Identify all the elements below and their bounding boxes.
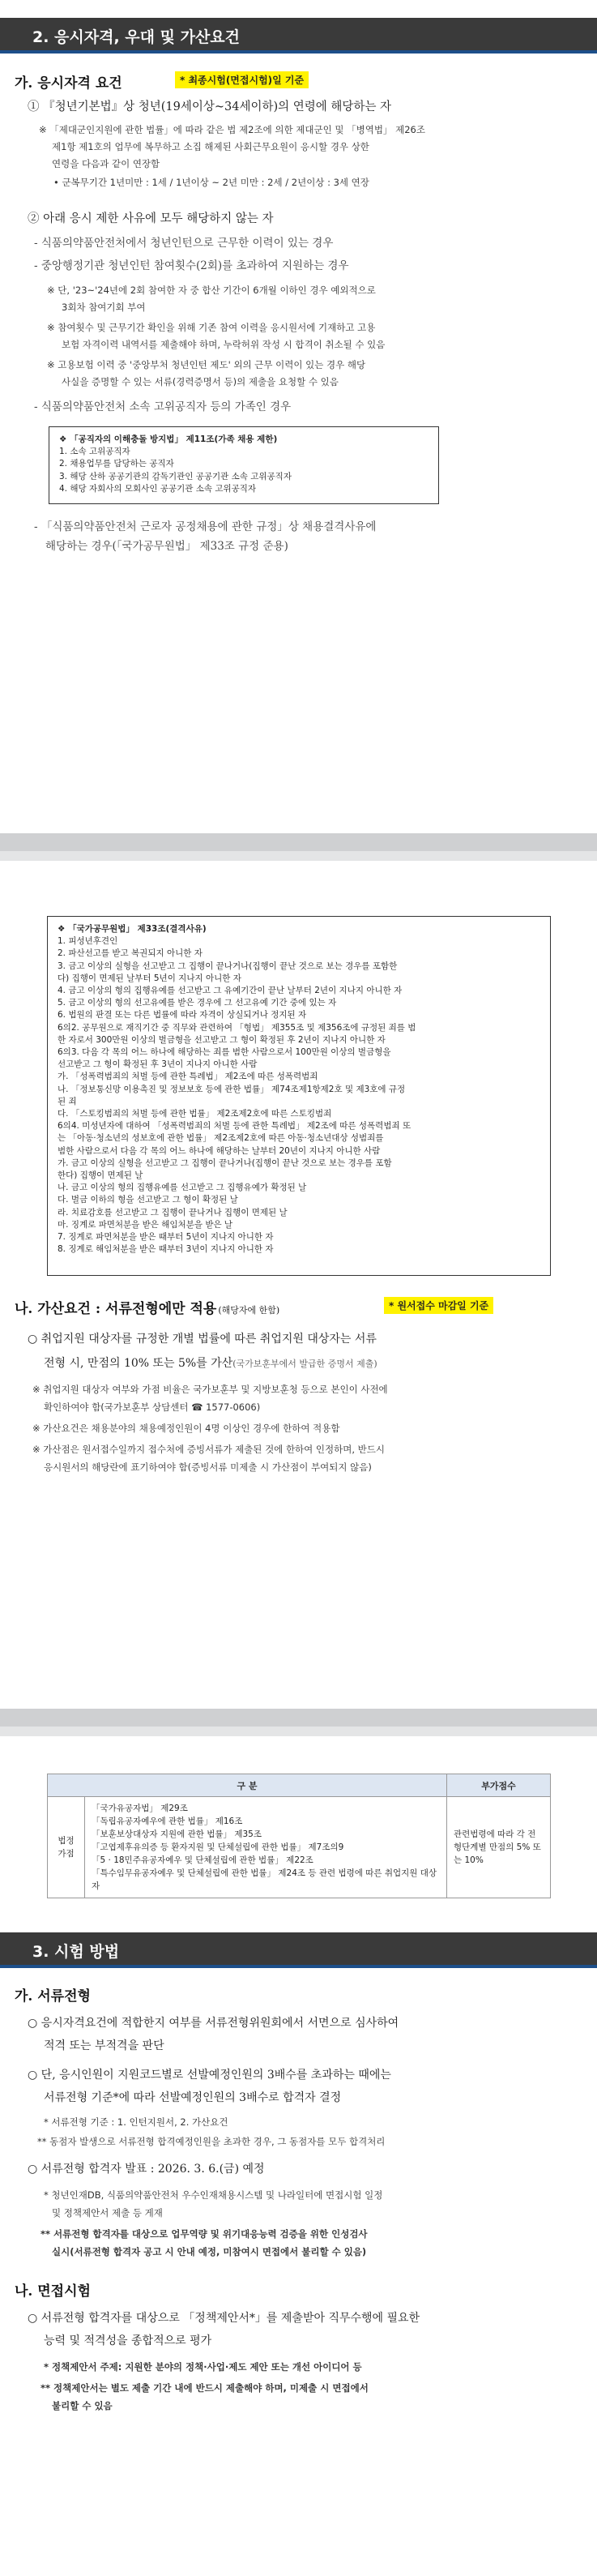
bonus-heading-note: (해당자에 한함) [218,1305,280,1316]
participation-note-2b: 보험 자격이력 내역서를 제출해야 하며, 누락허위 작성 시 합격이 취소될 수 있음 [62,339,386,350]
interview-submit-note-a: ** 정책제안서는 별도 제출 기간 내에 반드시 제출해야 하며, 미제출 시 면접에서 [41,2382,369,2394]
civil-box-item: 4. 금고 이상의 형의 집행유예를 선고받고 그 유예기간이 끝난 날부터 2년이 지나지 아니한 자 [58,986,403,996]
family-box-item: 2. 채용업무를 담당하는 공직자 [59,459,174,469]
restriction-family: - 식품의약품안전처 소속 고위공직자 등의 가족인 경우 [34,400,292,413]
civil-box-item: 나. 「정보통신망 이용촉진 및 정보보호 등에 관한 법률」 제74조제1항제2호 및 제3호에 규정 [58,1084,406,1094]
bonus-date-badge: * 원서접수 마감일 기준 [384,1297,493,1314]
bonus-note-2: ※ 가산요건은 채용분야의 채용예정인원이 4명 이상인 경우에 한하여 적용함 [32,1423,340,1434]
bonus-heading-text: 나. 가산요건 : 서류전형에만 적용 [15,1301,217,1317]
table-row-points: 관련법령에 따라 각 전형단계별 만점의 5% 또는 10% [447,1797,551,1898]
civil-box-item: 선고받고 그 형이 확정된 후 3년이 지나지 아니한 사람 [58,1059,258,1070]
family-box-item: 4. 해당 자회사의 모회사인 공공기관 소속 고위공직자 [59,483,257,494]
military-note-2: 제1항 제1호의 업무에 복무하고 소집 해제된 사회근무요원이 응시할 경우 상한 [52,141,369,152]
page-break-shadow [0,851,597,861]
screening-heading: 가. 서류전형 [15,1988,91,2005]
civil-box-item: 는 「아동·청소년의 성보호에 관한 법률」 제2조제2호에 따른 아동·청소년대상 성범죄를 [58,1133,384,1144]
military-extension-bullet: • 군복무기간 1년미만 : 1세 / 1년이상 ~ 2년 미만 : 2세 / 2년이상 : 3세 연장 [53,177,369,188]
screening-para-2b: 서류전형 기준*에 따라 선발예정인원의 3배수로 합격자 결정 [44,2091,342,2104]
civil-box-item: 다. 「스토킹범죄의 처벌 등에 관한 법률」 제2조제2호에 따른 스토킹범죄 [58,1109,332,1119]
civil-box-item: 다. 벌금 이하의 형을 선고받고 그 형이 확정된 날 [58,1195,238,1205]
civil-box-item: 나. 금고 이상의 형의 집행유예를 선고받고 그 집행유예가 확정된 날 [58,1183,307,1193]
section-3-title: 3. 시험 방법 [32,1942,120,1961]
interview-submit-note-b: 불리할 수 있음 [52,2400,113,2411]
civil-service-disqualification-box [47,916,551,1276]
screening-post-note-2a: ** 서류전형 합격자를 대상으로 업무역량 및 위기대응능력 검증을 위한 인성검사 [41,2228,368,2240]
participation-note-1a: ※ 단, '23~'24년에 2회 참여한 자 중 합산 기간이 6개월 이하인 경우 예외적으로 [47,285,376,296]
bonus-note-1b: 확인하여야 함(국가보훈부 상담센터 ☎ 1577-0606) [44,1401,261,1413]
civil-box-item: 범한 사람으로서 다음 각 목의 어느 하나에 해당하는 날부터 20년이 지나지 아니한 사람 [58,1145,381,1156]
screening-para-1b: 적격 또는 부적격을 판단 [44,2039,164,2052]
table-header-row [48,1774,551,1797]
page-break [0,1709,597,1727]
civil-box-item: 가. 금고 이상의 실형을 선고받고 그 집행이 끝나거나(집행이 끝난 것으로 보는 경우를 포함 [58,1157,392,1168]
bonus-para-1b-note: (국가보훈부에서 발급한 증명서 제출) [232,1359,377,1369]
bonus-para-1a: ○ 취업지원 대상자를 규정한 개별 법률에 따른 취업지원 대상자는 서류 [28,1333,377,1346]
civil-box-item: 한 자로서 300만원 이상의 벌금형을 선고받고 그 형이 확정된 후 2년이 지나지 아니한 자 [58,1034,386,1045]
family-box-item: 3. 해당 산하 공공기관의 감독기관인 공공기관 소속 고위공직자 [59,471,292,481]
restriction-participation-count: - 중앙행정기관 청년인턴 참여횟수(2회)를 초과하여 지원하는 경우 [34,259,349,272]
civil-box-title: ❖ 「국가공무원법」 제33조(결격사유) [58,924,207,934]
table-header-category: 구 분 [48,1774,447,1797]
restriction-intern-history: - 식품의약품안전처에서 청년인턴으로 근무한 이력이 있는 경우 [34,237,334,250]
law-item: 「고엽제후유의증 등 환자지원 및 단체설립에 관한 법률」 제7조의9 [92,1842,344,1852]
bonus-note-3b: 응시원서의 해당란에 표기하여야 함(증빙서류 미제출 시 가산점이 부여되지 않음) [44,1461,372,1473]
civil-box-item: 1. 피성년후견인 [58,936,118,947]
civil-box-item: 한다) 집행이 면제된 날 [58,1170,143,1181]
participation-note-3a: ※ 고용보험 이력 중 '중앙부처 청년인턴 제도' 외의 근무 이력이 있는 경우 해당 [47,359,366,370]
eligibility-heading: 가. 응시자격 요건 [15,75,122,92]
bonus-para-1b-text: 전형 시, 만점의 10% 또는 5%를 가산 [44,1357,233,1370]
civil-box-item: 가. 「성폭력범죄의 처벌 등에 관한 특례법」 제2조에 따른 성폭력범죄 [58,1072,318,1082]
screening-post-note-2b: 실시(서류전형 합격자 공고 시 안내 예정, 미참여시 면접에서 불리할 수 있음) [52,2246,367,2257]
interview-para-1b: 능력 및 적격성을 종합적으로 평가 [44,2334,212,2347]
civil-box-item: 다) 집행이 면제된 날부터 5년이 지나지 아니한 자 [58,973,241,983]
screening-criteria-note: * 서류전형 기준 : 1. 인턴지원서, 2. 가산요건 [44,2116,228,2128]
bonus-points-table [47,1774,551,1898]
screening-result-date: ○ 서류전형 합격자 발표 : 2026. 3. 6.(금) 예정 [28,2163,265,2176]
interview-para-1a: ○ 서류전형 합격자를 대상으로 「정책제안서*」를 제출받아 직무수행에 필요한 [28,2312,420,2325]
eligibility-date-badge: * 최종시험(면접시험)일 기준 [175,71,309,88]
bonus-heading [15,1297,279,1317]
family-box-item: 1. 소속 고위공직자 [59,447,130,457]
civil-box-item: 6. 법원의 판결 또는 다른 법률에 따라 자격이 상실되거나 정지된 자 [58,1010,307,1021]
screening-post-note-1a: * 청년인재DB, 식품의약품안전처 우수인재채용시스템 및 나라일터에 면접시험 일정 [44,2189,383,2201]
page-break [0,833,597,851]
civil-box-item: 라. 치료감호를 선고받고 그 집행이 끝나거나 집행이 면제된 날 [58,1207,288,1217]
screening-para-2a: ○ 단, 응시인원이 지원코드별로 선발예정인원의 3배수를 초과하는 때에는 [28,2069,391,2082]
bonus-note-1a: ※ 취업지원 대상자 여부와 가점 비율은 국가보훈부 및 지방보훈청 등으로 본인이 사전에 [32,1384,388,1395]
family-box-title: ❖ 「공직자의 이해충돌 방지법」 제11조(가족 채용 제한) [59,434,278,444]
table-header-points: 부가점수 [447,1774,551,1797]
civil-box-item: 2. 파산선고를 받고 복권되지 아니한 자 [58,948,203,959]
law-item: 「국가유공자법」 제29조 [92,1804,188,1813]
participation-note-3b: 사실을 증명할 수 있는 서류(경력증명서 등)의 제출을 요청할 수 있음 [62,376,339,387]
law-item: 「보훈보상대상자 지원에 관한 법률」 제35조 [92,1829,262,1839]
restriction-fair-hiring-a: - 「식품의약품안전처 근로자 공정채용에 관한 규정」상 채용결격사유에 [34,520,377,533]
section-2-title: 2. 응시자격, 우대 및 가산요건 [32,28,241,46]
screening-para-1a: ○ 응시자격요건에 적합한지 여부를 서류전형위원회에서 서면으로 심사하여 [28,2017,399,2030]
section-2-header [0,18,597,53]
interview-heading: 나. 면접시험 [15,2283,91,2300]
civil-box-item: 7. 징계로 파면처분을 받은 때부터 5년이 지나지 아니한 자 [58,1232,274,1243]
screening-tie-note: ** 동점자 발생으로 서류전형 합격예정인원을 초과한 경우, 그 동점자를 모두 합격처리 [37,2136,386,2147]
eligibility-item-1: ① 『청년기본법』상 청년(19세이상~34세이하)의 연령에 해당하는 자 [28,101,392,113]
military-note-3: 연령을 다음과 같이 연장함 [52,158,160,169]
eligibility-item-2: ② 아래 응시 제한 사유에 모두 해당하지 않는 자 [28,212,274,225]
civil-box-item: 3. 금고 이상의 실형을 선고받고 그 집행이 끝나거나(집행이 끝난 것으로 보는 경우를 포함한 [58,961,398,971]
civil-box-item: 마. 징계로 파면처분을 받은 해임처분을 받은 날 [58,1219,233,1230]
law-item: 「독립유공자예우에 관한 법률」 제16조 [92,1816,243,1826]
table-row-label: 법정 가점 [48,1797,85,1898]
civil-box-item: 8. 징계로 해임처분을 받은 때부터 3년이 지나지 아니한 자 [58,1244,274,1255]
restriction-fair-hiring-b: 해당하는 경우(「국가공무원법」 제33조 규정 준용) [45,540,288,553]
participation-note-2a: ※ 참여횟수 및 근무기간 확인을 위해 기존 참여 이력을 응시원서에 기재하고 고용 [47,322,376,333]
law-item: 「5 · 18민주유공자예우 및 단체설립에 관한 법률」 제22조 [92,1855,313,1865]
law-item: 「특수임무유공자예우 및 단체설립에 관한 법률」 제24조 등 관련 법령에 따른 취업지원 대상자 [92,1868,437,1891]
civil-box-item: 6의3. 다음 각 목의 어느 하나에 해당하는 죄를 범한 사람으로서 100만원 이상의 벌금형을 [58,1047,391,1058]
table-row [48,1797,551,1898]
section-3-header [0,1932,597,1968]
civil-box-item: 5. 금고 이상의 형의 선고유예를 받은 경우에 그 선고유예 기간 중에 있는 자 [58,998,337,1008]
interview-topic-note: * 정책제안서 주제: 지원한 분야의 정책·사업·제도 제안 또는 개선 아이디어 등 [44,2361,362,2373]
family-restriction-box [49,426,439,504]
screening-post-note-1b: 및 정책제안서 제출 등 게재 [52,2207,163,2219]
civil-box-item: 6의4. 미성년자에 대하여 「성폭력범죄의 처벌 등에 관한 특례법」 제2조에 따른 성폭력범죄 또 [58,1121,412,1132]
civil-box-item: 된 죄 [58,1096,77,1106]
participation-note-1b: 3회차 참여기회 부여 [62,302,146,313]
bonus-note-3a: ※ 가산점은 원서접수일까지 접수처에 증빙서류가 제출된 것에 한하여 인정하며, 반드시 [32,1444,386,1455]
page-break-shadow [0,1727,597,1736]
table-row-laws [85,1797,447,1898]
military-note-1: ※ 「제대군인지원에 관한 법률」에 따라 같은 법 제2조에 의한 제대군인 및 「병역법」 제26조 [39,124,425,135]
bonus-para-1b [44,1354,377,1374]
civil-box-item: 6의2. 공무원으로 재직기간 중 직무와 관련하여 「형법」 제355조 및 제356조에 규정된 죄를 범 [58,1022,416,1033]
